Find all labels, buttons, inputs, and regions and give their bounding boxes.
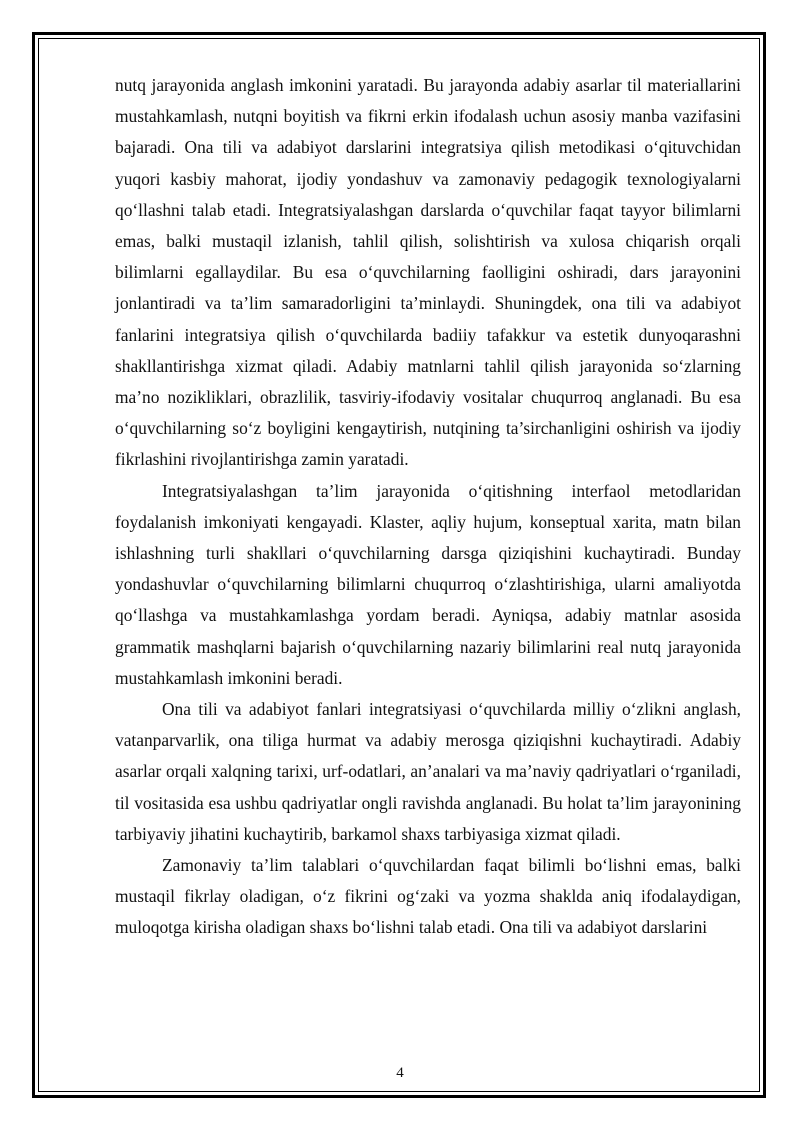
paragraph-2: Integratsiyalashgan ta’lim jarayonida o‘qitishning interfaol metodlaridan foydalanish imkoniyati kengayadi. Klaster, aqliy hujum, konseptual xarita, matn bilan ishlashning turli shakllari o‘quvchilarning darsga qiziqishini kuchaytiradi. Bunday yondashuvlar o‘quvchilarning bilimlarni chuqurroq o‘zlashtirishiga, ularni amaliyotda qo‘llashga va mustahkamlashga yordam beradi. Ayniqsa, adabiy matnlar asosida grammatik mashqlarni bajarish o‘quvchilarning nazariy bilimlarini real nutq jarayonida mustahkamlash imkonini beradi. — [115, 480, 741, 688]
paragraph-3: Ona tili va adabiyot fanlari integratsiyasi o‘quvchilarda milliy o‘zlikni anglash, vatanparvarlik, ona tiliga hurmat va adabiy merosga qiziqishni kuchaytiradi. Adabiy asarlar orqali xalqning tarixi, urf-odatlari, an’analari va ma’naviy qadriyatlari o‘rganiladi, til vositasida esa ushbu qadriyatlar ongli ravishda anglanadi. Bu holat ta’lim jarayonining tarbiyaviy jihatini kuchaytirib, barkamol shaxs tarbiyasiga xizmat qiladi. — [115, 699, 741, 844]
paragraph-1: nutq jarayonida anglash imkonini yaratadi. Bu jarayonda adabiy asarlar til materiallarini mustahkamlash, nutqni boyitish va fikrni erkin ifodalash uchun asosiy manba vazifasini bajaradi. Ona tili va adabiyot darslarini integratsiya qilish metodikasi o‘qituvchidan yuqori kasbiy mahorat, ijodiy yondashuv va zamonaviy pedagogik texnologiyalarni qo‘llashni talab etadi. Integratsiyalashgan darslarda o‘quvchilar faqat tayyor bilimlarni emas, balki mustaqil izlanish, tahlil qilish, solishtirish va xulosa chiqarish orqali bilimlarni egallaydilar. Bu esa o‘quvchilarning faolligini oshiradi, dars jarayonini jonlantiradi va ta’lim samaradorligini ta’minlaydi. Shuningdek, ona tili va adabiyot fanlarini integratsiya qilish o‘quvchilarda badiiy tafakkur va estetik dunyoqarashni shakllantirishga xizmat qiladi. Adabiy matnlarni tahlil qilish jarayonida so‘zlarning ma’no nozikliklari, obrazlilik, tasviriy-ifodaviy vositalar chuqurroq anglanadi. Bu esa o‘quvchilarning so‘z boyligini kengaytirish, nutqining ta’sirchanligini oshirish va ijodiy fikrlashini rivojlantirishga zamin yaratadi. — [115, 75, 741, 470]
document-body — [115, 70, 741, 944]
page-number: 4 — [396, 1065, 404, 1081]
paragraph-4: Zamonaviy ta’lim talablari o‘quvchilardan faqat bilimli bo‘lishni emas, balki mustaqil fikrlay oladigan, o‘z fikrini og‘zaki va yozma shaklda aniq ifodalaydigan, muloqotga kirisha oladigan shaxs bo‘lishni talab etadi. Ona tili va adabiyot darslarini — [115, 855, 741, 938]
